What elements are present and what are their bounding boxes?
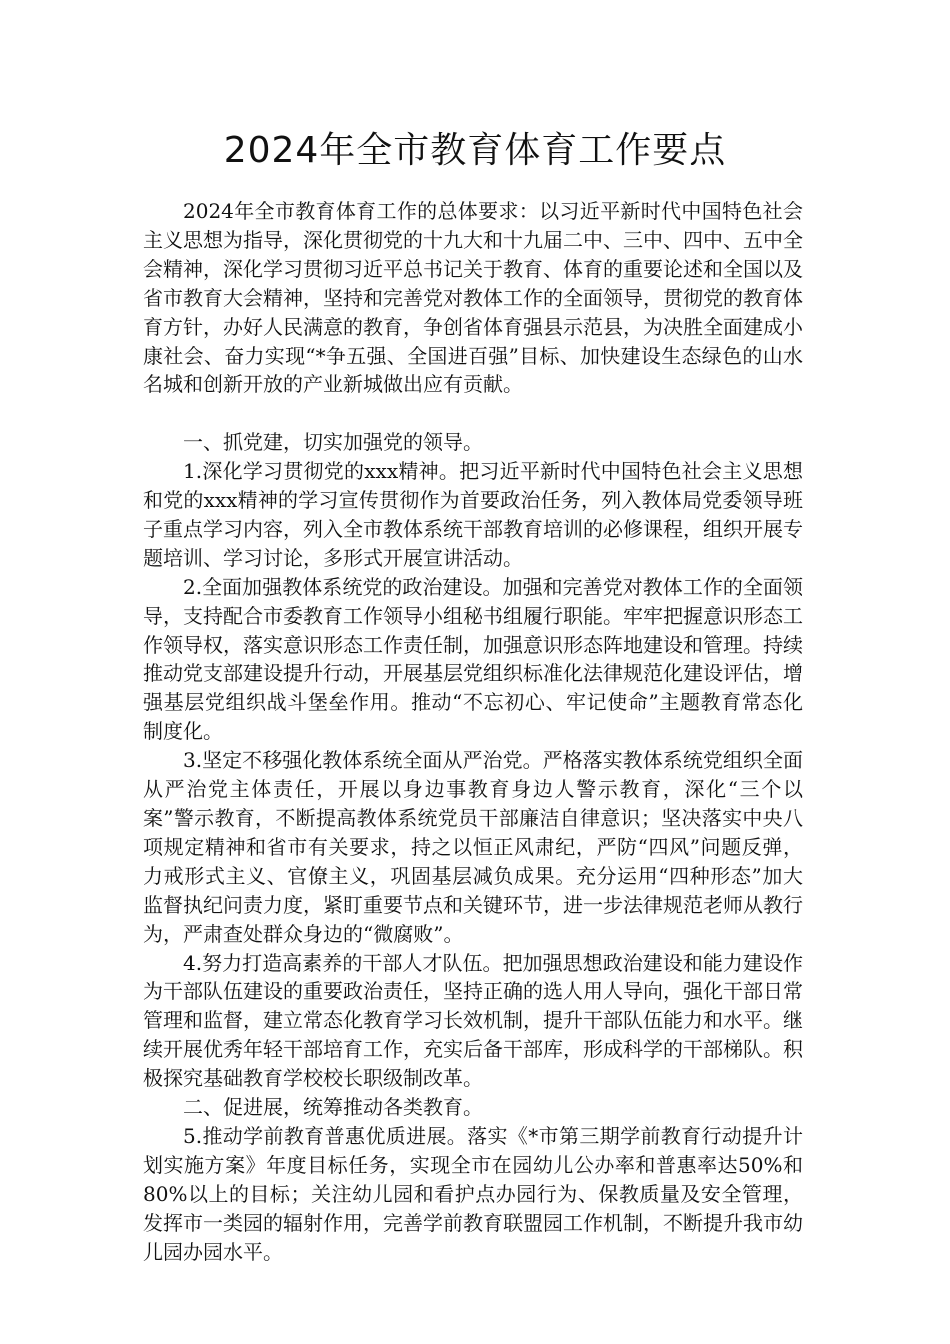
- section-heading-development: 二、促进展，统筹推动各类教育。: [183, 1095, 483, 1120]
- document-title: 2024年全市教育体育工作要点: [223, 130, 727, 171]
- section-heading-party-building: 一、抓党建，切实加强党的领导。: [183, 430, 483, 455]
- paragraph-item-3: 3.坚定不移强化教体系统全面从严治党。严格落实教体系统党组织全面从严治党主体责任，开展以身边事教育身边人警示教育，深化“三个以案”警示教育，不断提高教体系统党员干部廉洁自律意识；坚决落实中央八项规定精神和省市有关要求，持之以恒正风肃纪，严防“四风”问题反弹，力戒形式主义、官僚主义，巩固基层减负成果。充分运用“四种形态”加大监督执纪问责力度，紧盯重要节点和关键环节，进一步法律规范老师从教行为，严肃查处群众身边的“微腐败”。: [143, 748, 803, 946]
- paragraph-item-1: 1.深化学习贯彻党的xxx精神。把习近平新时代中国特色社会主义思想和党的xxx精神的学习宣传贯彻作为首要政治任务，列入教体局党委领导班子重点学习内容，列入全市教体系统干部教育培训的必修课程，组织开展专题培训、学习讨论，多形式开展宣讲活动。: [143, 459, 803, 570]
- paragraph-item-5: 5.推动学前教育普惠优质进展。落实《*市第三期学前教育行动提升计划实施方案》年度目标任务，实现全市在园幼儿公办率和普惠率达50%和80%以上的目标；关注幼儿园和看护点办园行为、保教质量及安全管理，发挥市一类园的辐射作用，完善学前教育联盟园工作机制，不断提升我市幼儿园办园水平。: [143, 1123, 803, 1264]
- document-body: [143, 197, 803, 1267]
- paragraph-item-4: 4.努力打造高素养的干部人才队伍。把加强思想政治建设和能力建设作为干部队伍建设的重要政治责任，坚持正确的选人用人导向，强化干部日常管理和监督，建立常态化教育学习长效机制，提升干部队伍能力和水平。继续开展优秀年轻干部培育工作，充实后备干部库，形成科学的干部梯队。积极探究基础教育学校校长职级制改革。: [143, 950, 803, 1091]
- paragraph-item-2: 2.全面加强教体系统党的政治建设。加强和完善党对教体工作的全面领导，支持配合市委教育工作领导小组秘书组履行职能。牢牢把握意识形态工作领导权，落实意识形态工作责任制，加强意识形态阵地建设和管理。持续推动党支部建设提升行动，开展基层党组织标准化法律规范化建设评估，增强基层党组织战斗堡垒作用。推动“不忘初心、牢记使命”主题教育常态化制度化。: [143, 574, 803, 744]
- paragraph-general-requirements: 2024年全市教育体育工作的总体要求：以习近平新时代中国特色社会主义思想为指导，深化贯彻党的十九大和十九届二中、三中、四中、五中全会精神，深化学习贯彻习近平总书记关于教育、体育的重要论述和全国以及省市教育大会精神，坚持和完善党对教体工作的全面领导，贯彻党的教育体育方针，办好人民满意的教育，争创省体育强县示范县，为决胜全面建成小康社会、奋力实现“*争五强、全国进百强”目标、加快建设生态绿色的山水名城和创新开放的产业新城做出应有贡献。: [143, 199, 803, 397]
